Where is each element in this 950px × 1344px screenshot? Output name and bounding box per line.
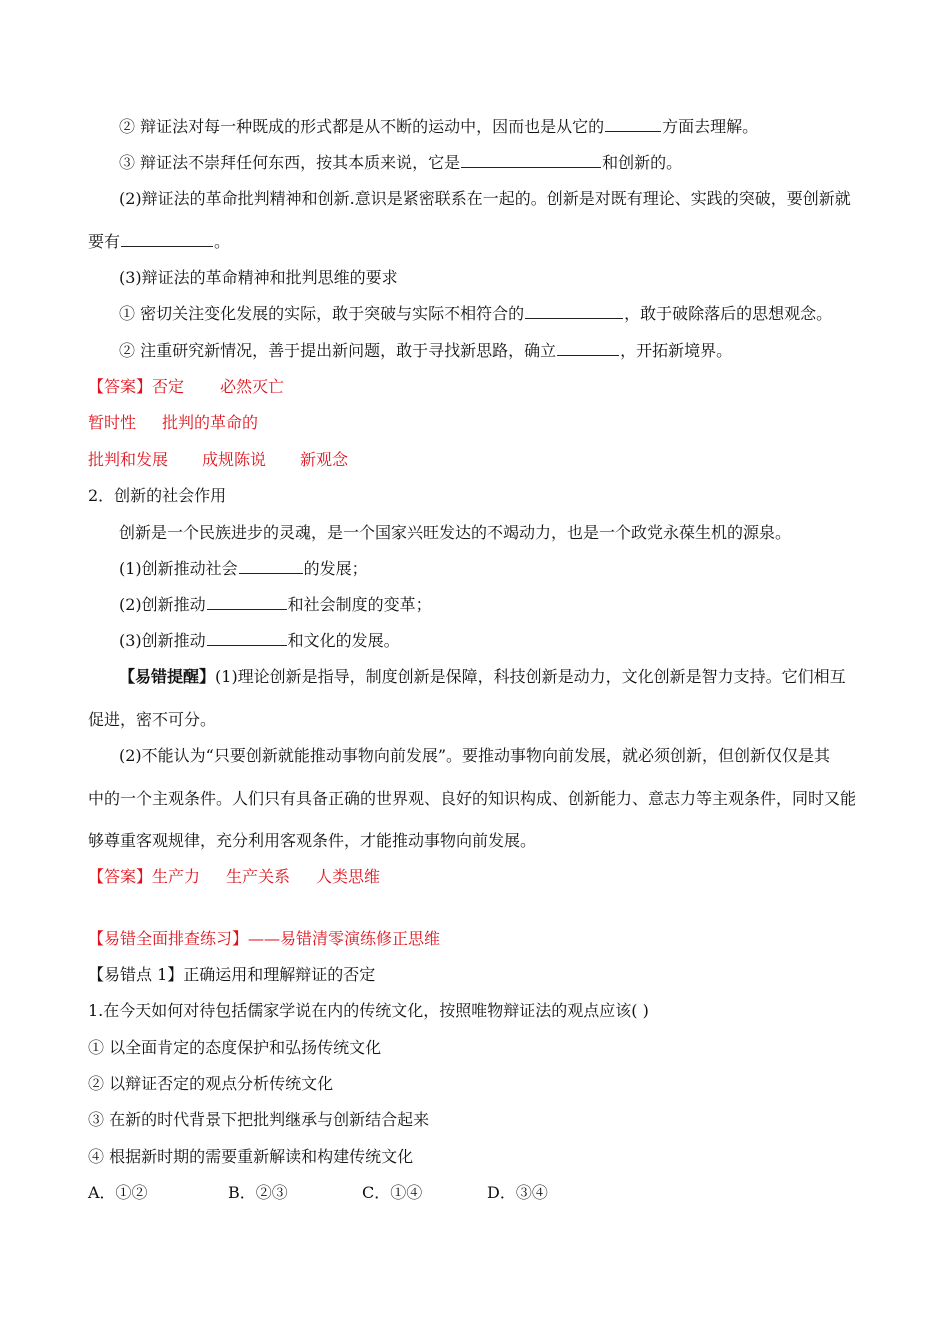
paragraph-3-heading: (3)辩证法的革命精神和批判思维的要求 (119, 268, 398, 287)
answer-item: 生产力 (152, 867, 201, 886)
answer-1-line-3 (88, 449, 348, 471)
tip-label: 【易错提醒】 (119, 667, 216, 686)
requirement-2-line (119, 340, 732, 362)
effect-1-line (119, 558, 368, 580)
fill-blank (239, 558, 303, 574)
option-4: ④ 根据新时期的需要重新解读和构建传统文化 (88, 1147, 414, 1166)
answer-item: 新观念 (300, 450, 349, 469)
answer-item: 人类思维 (316, 867, 381, 886)
item-3-tail: 和创新的。 (602, 153, 683, 172)
requirement-1-tail: ，敢于破除落后的思想观念。 (624, 304, 833, 323)
requirement-2-text: ② 注重研究新情况，善于提出新问题，敢于寻找新思路，确立 (119, 341, 557, 360)
item-2-line (119, 116, 758, 138)
choice-a[interactable]: A．①② (88, 1183, 148, 1202)
effect-3-tail: 和文化的发展。 (287, 631, 400, 650)
item-3-text: ③ 辩证法不崇拜任何东西，按其本质来说，它是 (119, 153, 461, 172)
tip-1-text: (1)理论创新是指导，制度创新是保障，科技创新是动力，文化创新是智力支持。它们相互 (215, 667, 846, 686)
answer-label: 【答案】 (88, 867, 153, 886)
error-point-label: 【易错点 1】 (88, 965, 184, 984)
answer-item: 批判和发展 (88, 450, 169, 469)
choice-b[interactable]: B．②③ (228, 1183, 288, 1202)
fill-blank (557, 340, 619, 356)
choice-d[interactable]: D．③④ (487, 1183, 548, 1202)
choice-c[interactable]: C．①④ (362, 1183, 423, 1202)
tip-line-2: 促进，密不可分。 (88, 710, 217, 729)
answer-item: 生产关系 (226, 867, 291, 886)
effect-3-line (119, 630, 400, 652)
fill-blank (605, 116, 661, 132)
tip-2-line-2: 中的一个主观条件。人们只有具备正确的世界观、良好的知识构成、创新能力、意志力等主观条件，同时又能 (88, 789, 857, 808)
option-1: ① 以全面肯定的态度保护和弘扬传统文化 (88, 1038, 382, 1057)
answer-item: 批判的革命的 (162, 413, 259, 432)
choices-line (88, 1182, 548, 1204)
item-2-text: ② 辩证法对每一种既成的形式都是从不断的运动中，因而也是从它的 (119, 117, 605, 136)
error-point-text: 正确运用和理解辩证的否定 (183, 965, 376, 984)
option-2: ② 以辩证否定的观点分析传统文化 (88, 1074, 334, 1093)
item-3-line (119, 152, 682, 174)
answer-item: 否定 (152, 377, 185, 396)
effect-3-text: (3)创新推动 (119, 631, 206, 650)
item-2-tail: 方面去理解。 (662, 117, 759, 136)
practice-title: 【易错全面排查练习】——易错清零演练修正思维 (88, 929, 441, 948)
answer-item: 成规陈说 (202, 450, 267, 469)
answer-item: 必然灭亡 (220, 377, 285, 396)
section-2-intro: 创新是一个民族进步的灵魂，是一个国家兴旺发达的不竭动力，也是一个政党永葆生机的源泉。 (119, 523, 792, 542)
paragraph-2-line-2 (88, 231, 230, 253)
section-2-heading: 2．创新的社会作用 (88, 486, 227, 505)
paragraph-2-line-1: (2)辩证法的革命批判精神和创新.意识是紧密联系在一起的。创新是对既有理论、实践的突破，要创新就 (119, 189, 851, 208)
tip-2-line-1: (2)不能认为“只要创新就能推动事物向前发展”。要推动事物向前发展，就必须创新，但创新仅仅是其 (119, 746, 831, 765)
answer-2-line (88, 866, 380, 888)
error-point-line (88, 964, 375, 986)
question-1: 1.在今天如何对待包括儒家学说在内的传统文化，按照唯物辩证法的观点应该( ) (88, 1001, 649, 1020)
requirement-2-tail: ，开拓新境界。 (620, 341, 733, 360)
fill-blank (461, 152, 601, 168)
answer-item: 暂时性 (88, 413, 137, 432)
fill-blank (121, 231, 213, 247)
answer-1-line-2 (88, 412, 258, 434)
answer-label: 【答案】 (88, 377, 153, 396)
tip-2-line-3: 够尊重客观规律，充分利用客观条件，才能推动事物向前发展。 (88, 831, 537, 850)
requirement-1-line (119, 303, 832, 325)
paragraph-2-tail: 。 (214, 232, 231, 251)
fill-blank (207, 630, 287, 646)
answer-1-line-1 (88, 376, 284, 398)
requirement-1-text: ① 密切关注变化发展的实际，敢于突破与实际不相符合的 (119, 304, 525, 323)
paragraph-2-text: 要有 (88, 232, 121, 251)
effect-2-tail: 和社会制度的变革； (287, 595, 432, 614)
fill-blank (207, 594, 287, 610)
fill-blank (525, 303, 623, 319)
effect-2-text: (2)创新推动 (119, 595, 206, 614)
tip-line-1 (119, 666, 846, 688)
effect-2-line (119, 594, 432, 616)
effect-1-text: (1)创新推动社会 (119, 559, 238, 578)
effect-1-tail: 的发展； (303, 559, 368, 578)
option-3: ③ 在新的时代背景下把批判继承与创新结合起来 (88, 1110, 430, 1129)
